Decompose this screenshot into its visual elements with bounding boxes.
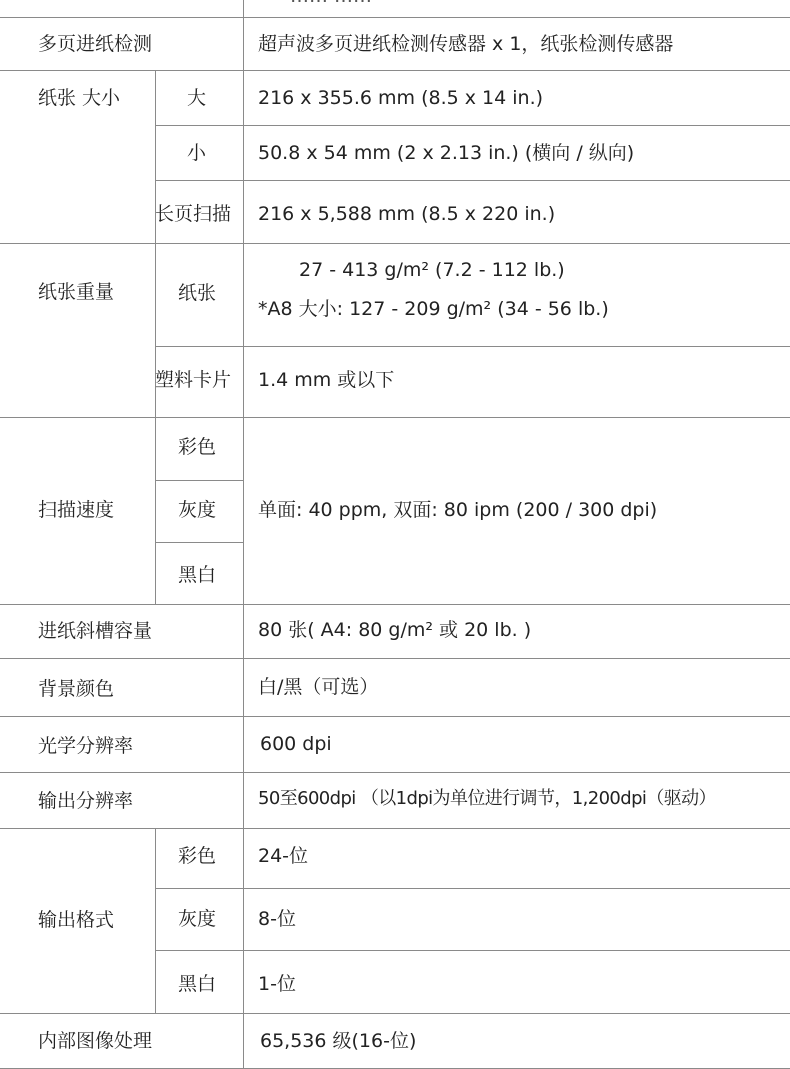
row-divider (0, 772, 790, 773)
sub-label: 灰度 (178, 908, 217, 930)
row-value: 1.4 mm 或以下 (258, 369, 395, 391)
row-label: 纸张重量 (38, 281, 115, 303)
row-value: 600 dpi (260, 733, 332, 755)
row-value: 单面: 40 ppm, 双面: 80 ipm (200 / 300 dpi) (258, 499, 658, 521)
row-label: 多页进纸检测 (38, 33, 153, 55)
column-divider (155, 828, 156, 1013)
row-value: 24-位 (258, 845, 309, 867)
row-value: *A8 大小: 127 - 209 g/m² (34 - 56 lb.) (258, 298, 609, 320)
row-divider (0, 716, 790, 717)
row-divider (0, 658, 790, 659)
row-value: 216 x 5,588 mm (8.5 x 220 in.) (258, 203, 556, 225)
sub-label: 黑白 (178, 973, 217, 995)
row-divider (0, 17, 790, 18)
sub-label: 纸张 (178, 282, 217, 304)
row-divider (0, 828, 790, 829)
row-divider (155, 125, 790, 126)
row-divider (0, 70, 790, 71)
row-value: 1-位 (258, 973, 296, 995)
sub-label: 小 (187, 142, 207, 164)
row-label: 纸张 大小 (38, 87, 121, 109)
row-divider (0, 417, 790, 418)
row-value: 8-位 (258, 908, 296, 930)
sub-label: 塑料卡片 (155, 369, 232, 391)
row-divider (155, 180, 790, 181)
row-label: 扫描速度 (38, 499, 115, 521)
sub-label: 灰度 (178, 499, 217, 521)
row-divider (155, 542, 244, 543)
row-value: 白/黑（可选） (258, 676, 379, 698)
row-value: 65,536 级(16-位) (260, 1030, 417, 1052)
column-divider (243, 0, 244, 1069)
row-label: 输出分辨率 (38, 790, 134, 812)
row-label: 内部图像处理 (38, 1030, 153, 1052)
row-label: 输出格式 (38, 909, 115, 931)
row-divider (0, 1013, 790, 1014)
sub-label: 彩色 (178, 845, 217, 867)
sub-label: 黑白 (178, 564, 217, 586)
column-divider (155, 417, 156, 604)
row-divider (155, 888, 790, 889)
sub-label: 彩色 (178, 436, 217, 458)
sub-label: 长页扫描 (155, 203, 232, 225)
sub-label: 大 (187, 87, 207, 109)
row-divider (155, 480, 244, 481)
row-value: 27 - 413 g/m² (7.2 - 112 lb.) (299, 259, 565, 281)
row-divider (155, 346, 790, 347)
row-divider (155, 950, 790, 951)
row-value (290, 0, 372, 9)
row-label: 光学分辨率 (38, 735, 134, 757)
row-value: 80 张( A4: 80 g/m² 或 20 lb. ) (258, 619, 532, 641)
row-divider (0, 604, 790, 605)
row-value: 216 x 355.6 mm (8.5 x 14 in.) (258, 87, 544, 109)
row-value: 50至600dpi （以1dpi为单位进行调节，1,200dpi（驱动） (258, 788, 716, 809)
row-divider (0, 243, 790, 244)
row-label: 进纸斜槽容量 (38, 620, 153, 642)
row-label: 背景颜色 (38, 678, 115, 700)
row-value: 50.8 x 54 mm (2 x 2.13 in.) (横向 / 纵向) (258, 142, 635, 164)
row-value: 超声波多页进纸检测传感器 x 1，纸张检测传感器 (258, 33, 674, 55)
